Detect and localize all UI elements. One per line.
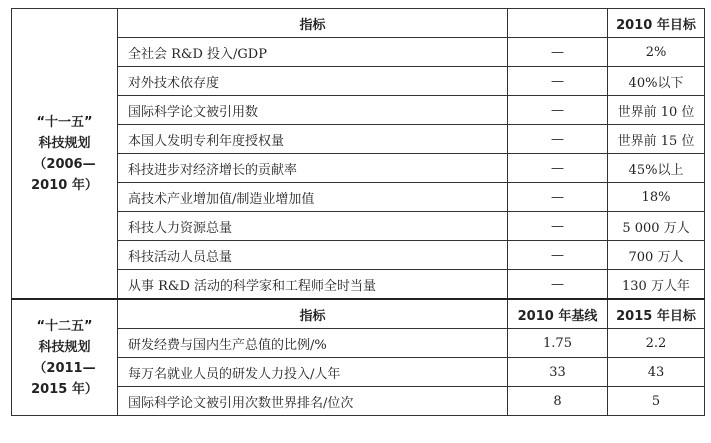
indicator-cell: 从事 R&D 活动的科学家和工程师全时当量 (118, 270, 508, 300)
plan-12-label-line-2: 科技规划 (38, 339, 91, 355)
baseline-cell: 1.75 (508, 329, 608, 358)
target-header: 2015 年目标 (608, 299, 705, 329)
indicator-cell: 国际科学论文被引用次数世界排名/位次 (118, 387, 508, 416)
target-cell: 5 (608, 387, 705, 416)
baseline-cell: — (508, 154, 608, 183)
indicator-cell: 科技活动人员总量 (118, 241, 508, 270)
baseline-cell: 8 (508, 387, 608, 416)
baseline-cell: — (508, 38, 608, 67)
indicator-header: 指标 (118, 299, 508, 329)
baseline-cell: — (508, 270, 608, 300)
baseline-cell: — (508, 212, 608, 241)
target-cell: 130 万人年 (608, 270, 705, 300)
target-cell: 世界前 10 位 (608, 96, 705, 125)
baseline-header (508, 9, 608, 38)
target-cell: 世界前 15 位 (608, 125, 705, 154)
baseline-cell: — (508, 67, 608, 96)
indicator-cell: 对外技术依存度 (118, 67, 508, 96)
target-cell: 2.2 (608, 329, 705, 358)
baseline-cell: — (508, 96, 608, 125)
baseline-cell: 33 (508, 358, 608, 387)
baseline-header: 2010 年基线 (508, 299, 608, 329)
indicator-cell: 国际科学论文被引用数 (118, 96, 508, 125)
target-cell: 700 万人 (608, 241, 705, 270)
target-cell: 43 (608, 358, 705, 387)
plan-12-label (12, 299, 118, 416)
target-cell: 2% (608, 38, 705, 67)
indicator-header: 指标 (118, 9, 508, 38)
baseline-cell: — (508, 241, 608, 270)
target-cell: 45%以上 (608, 154, 705, 183)
indicator-cell: 科技进步对经济增长的贡献率 (118, 154, 508, 183)
baseline-cell: — (508, 125, 608, 154)
plan-12-label-line-4: 2015 年） (31, 381, 98, 397)
indicator-cell: 全社会 R&D 投入/GDP (118, 38, 508, 67)
baseline-cell: — (508, 183, 608, 212)
indicator-cell: 科技人力资源总量 (118, 212, 508, 241)
plan-11-label (12, 9, 118, 300)
header-row-12th (12, 299, 705, 329)
indicator-cell: 每万名就业人员的研发人力投入/人年 (118, 358, 508, 387)
plan-11-label-line-2: 科技规划 (38, 135, 91, 151)
indicator-cell: 高技术产业增加值/制造业增加值 (118, 183, 508, 212)
target-cell: 18% (608, 183, 705, 212)
target-cell: 40%以下 (608, 67, 705, 96)
target-cell: 5 000 万人 (608, 212, 705, 241)
plan-11-label-line-1: “十一五” (36, 114, 93, 130)
header-row-11th (12, 9, 705, 38)
plan-11-label-line-4: 2010 年） (31, 177, 98, 193)
target-header: 2010 年目标 (608, 9, 705, 38)
plan-12-label-line-1: “十二五” (36, 318, 93, 334)
plan-12-label-line-3: （2011— (33, 360, 96, 376)
plan-11-label-line-3: （2006— (33, 156, 96, 172)
indicator-cell: 本国人发明专利年度授权量 (118, 125, 508, 154)
indicator-cell: 研发经费与国内生产总值的比例/% (118, 329, 508, 358)
science-plan-indicators-table (11, 8, 705, 416)
